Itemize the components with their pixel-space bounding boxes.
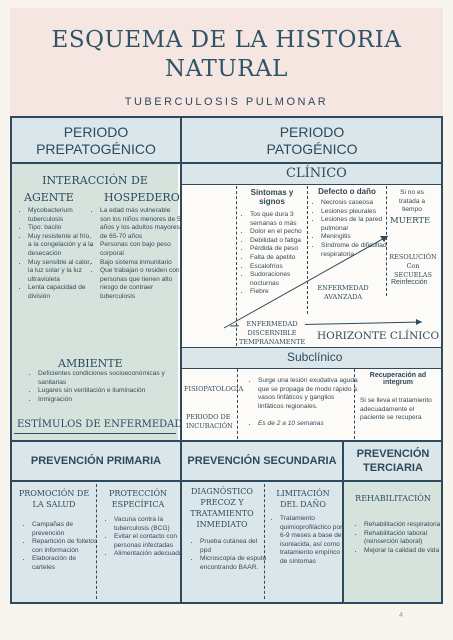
page-number: 4 bbox=[399, 612, 403, 619]
page-title: ESQUEMA DE LA HISTORIA NATURAL bbox=[51, 27, 402, 82]
list-item: • Vacuna contra la tuberculosis (BCG) bbox=[114, 516, 184, 533]
recuperacion-text: Si se lleva el tratamiento adecuadamente el paciente se recupera bbox=[360, 397, 432, 421]
list-item: • Campañas de prevención bbox=[32, 521, 98, 538]
patogenico-header bbox=[182, 118, 441, 164]
list-item: • Elaboración de carteles bbox=[32, 555, 98, 572]
list-item: • Lesiones pleurales bbox=[321, 208, 393, 217]
prevencion-primaria-header bbox=[12, 442, 180, 480]
list-item: • Rehabilitación laboral (reinserción laboral) bbox=[364, 530, 446, 547]
ambiente-list bbox=[28, 370, 178, 404]
subclinico-label: Subclínico bbox=[287, 350, 343, 364]
page-subtitle: TUBERCULOSIS PULMONAR bbox=[124, 96, 329, 108]
proteccion-title: PROTECCIÓN ESPECÍFICA bbox=[108, 489, 168, 509]
list-item: • Rehabilitación respiratoria bbox=[364, 521, 446, 530]
list-item: • Necrosis caseosa bbox=[321, 199, 393, 208]
list-item: • Deficientes condiciones socioeconómicas y sanitarias bbox=[38, 370, 178, 387]
promocion-title: PROMOCIÓN DE LA SALUD bbox=[18, 489, 90, 509]
list-item: • Alimentación adecuada bbox=[114, 550, 184, 559]
diagnostico-title: DIAGNÓSTICO PRECOZ Y TRATAMIENTO INMEDIATO bbox=[190, 487, 254, 529]
list-item: • Mycobacterium tuberculosis bbox=[28, 207, 94, 224]
list-item: • Muy resistente al frío, a la congelación y a la desecación bbox=[28, 233, 94, 259]
enf-discernible-label: ENFERMEDAD DISCERNIBLE TEMPRANAMENTE bbox=[239, 320, 306, 346]
estimulos-label: ESTÍMULOS DE ENFERMEDAD bbox=[17, 419, 183, 430]
incubacion-label: PERIODO DE INCUBACIÓN bbox=[186, 413, 233, 430]
rehab-title: REHABILITACIÓN bbox=[355, 494, 431, 503]
list-item: • Repartición de folletos con información bbox=[32, 538, 98, 555]
list-item: • Personas con bajo peso corporal bbox=[100, 241, 182, 258]
resolucion-label: RESOLUCIÓN Con SECUELAS bbox=[389, 253, 437, 279]
patogenico-title: PERIODO PATOGÉNICO bbox=[266, 124, 358, 157]
list-item: • Microscopía de esputo encontrando BAAR. bbox=[200, 555, 268, 572]
list-item: • Mejorar la calidad de vida bbox=[364, 547, 446, 556]
proteccion-list bbox=[104, 516, 184, 559]
prevencion-terciaria-title: PREVENCIÓN TERCIARIA bbox=[356, 448, 430, 474]
muerte-label: MUERTE bbox=[390, 216, 431, 226]
prevencion-secundaria-header bbox=[182, 442, 342, 480]
title-box bbox=[10, 8, 443, 118]
list-item: • Dolor en el pecho bbox=[250, 228, 314, 237]
interaccion-label: INTERACCIÓN DE bbox=[42, 174, 148, 187]
enf-avanzada-label: ENFERMEDAD AVANZADA bbox=[317, 284, 369, 301]
list-item: • Tratamiento quimioprofiláctico por 6-9 meses a base de isoniacida, así como tratamiento empírico de síntomas bbox=[280, 515, 348, 567]
list-item: • Inmigración bbox=[38, 396, 178, 405]
defecto-title: Defecto o daño bbox=[318, 187, 376, 196]
list-item: • Que trabajan o residen con personas que tienen alto riesgo de contraer tuberculosis bbox=[100, 267, 182, 301]
list-item: • Evitar el contacto con personas infectadas bbox=[114, 533, 184, 550]
sintomas-title: Síntomas y signos bbox=[250, 188, 294, 206]
prepatogenico-header bbox=[12, 118, 180, 164]
list-item: • Bajo sistema inmunitario bbox=[100, 259, 182, 268]
clinico-label: CLÍNICO bbox=[286, 166, 347, 181]
list-item: • Meningitis bbox=[321, 233, 393, 242]
list-item: • Tos que dura 3 semanas o más bbox=[250, 211, 314, 228]
promocion-list bbox=[22, 521, 98, 573]
fisiopatologia-label: FISIOPATOLOGÍA bbox=[184, 385, 244, 393]
limitacion-list bbox=[270, 515, 348, 567]
list-item: • Fiebre bbox=[250, 288, 314, 297]
recuperacion-title: Recuperación ad integrum bbox=[369, 372, 427, 386]
list-item: • Sudoraciones nocturnas bbox=[250, 271, 314, 288]
list-item: • Es de 2 a 10 semanas bbox=[258, 420, 360, 429]
list-item: • Debilidad o fatiga bbox=[250, 237, 314, 246]
list-item: • Tipo: bacilo bbox=[28, 224, 94, 233]
list-item: • Prueba cutánea del ppd bbox=[200, 538, 268, 555]
agente-list bbox=[18, 207, 94, 302]
list-item: • Pérdida de peso bbox=[250, 245, 314, 254]
incub-list bbox=[248, 420, 360, 429]
fisio-list bbox=[248, 377, 360, 411]
diagnostico-list bbox=[190, 538, 268, 572]
horizonte-label: HORIZONTE CLÍNICO bbox=[317, 330, 440, 342]
reinfeccion-label: Reinfección bbox=[391, 279, 428, 286]
agente-label: AGENTE bbox=[24, 191, 74, 204]
list-item: • Lesiones de la pared pulmonar bbox=[321, 216, 393, 233]
hospedero-label: HOSPEDERO bbox=[104, 191, 180, 204]
list-item: • Falta de apetito bbox=[250, 254, 314, 263]
list-item: • La edad más vulnerable son los niños menores de 5 años y los adultos mayores de 65-70 años bbox=[100, 207, 182, 241]
limitacion-title: LIMITACIÓN DEL DAÑO bbox=[276, 489, 330, 509]
ambiente-label: AMBIENTE bbox=[58, 357, 123, 370]
prevencion-primaria-title: PREVENCIÓN PRIMARIA bbox=[30, 455, 162, 467]
prevencion-terciaria-header bbox=[344, 442, 441, 480]
list-item: • Surge una lesión exudativa aguda que se propaga de modo rápido a vasos linfáticos y ganglios linfáticos regionales. bbox=[258, 377, 360, 411]
list-item: • Síndrome de dificultad respiratoria bbox=[321, 242, 393, 259]
hospedero-list bbox=[90, 207, 182, 302]
rehab-list bbox=[354, 521, 446, 555]
list-item: • Lenta capacidad de división bbox=[28, 284, 94, 301]
list-item: • Muy sensible al calor, la luz solar y la luz ultravioleta bbox=[28, 259, 94, 285]
prevencion-secundaria-title: PREVENCIÓN SECUNDARIA bbox=[187, 455, 337, 467]
prepatogenico-title: PERIODO PREPATOGÉNICO bbox=[36, 124, 156, 157]
list-item: • Escalofríos bbox=[250, 263, 314, 272]
list-item: • Lugares sin ventilación e iluminación bbox=[38, 387, 178, 396]
no-tratada-text: Si no es tratada a tiempo bbox=[398, 189, 426, 213]
